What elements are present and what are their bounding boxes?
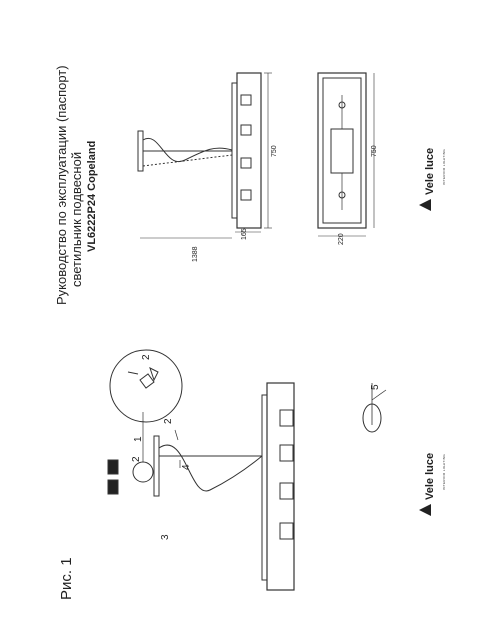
figure-label: Рис. 1 (58, 557, 75, 600)
callout-3: 3 (160, 534, 171, 540)
callout-1: 1 (133, 436, 144, 442)
brand-name: Vele luce (424, 147, 436, 195)
detail-callout: 2 (141, 354, 152, 360)
dimension-width: 220 (338, 233, 345, 245)
brand-name-left: Vele luce (424, 452, 436, 500)
dimension-length-bottom: 750 (371, 145, 378, 157)
brand-tagline-left: INTERIOR LIGHTING (442, 453, 446, 490)
dimension-canopy: 165 (241, 228, 248, 240)
dimension-overall-height: 1388 (192, 246, 199, 262)
manual-subtitle: светильник подвесной (69, 151, 84, 287)
logo-triangle-icon (419, 504, 431, 516)
detail-callout-small: 2 (163, 418, 174, 424)
brand-tagline: INTERIOR LIGHTING (442, 148, 446, 185)
model-name: VL6222P24 Copeland (86, 140, 98, 252)
callout-5: 5 (370, 384, 381, 390)
logo-triangle-icon (419, 199, 431, 211)
callout-4: 4 (181, 464, 192, 470)
dimension-length: 750 (271, 145, 278, 157)
callout-2: 2 (131, 456, 142, 462)
manual-title: Руководство по эксплуатации (паспорт) (54, 65, 69, 305)
